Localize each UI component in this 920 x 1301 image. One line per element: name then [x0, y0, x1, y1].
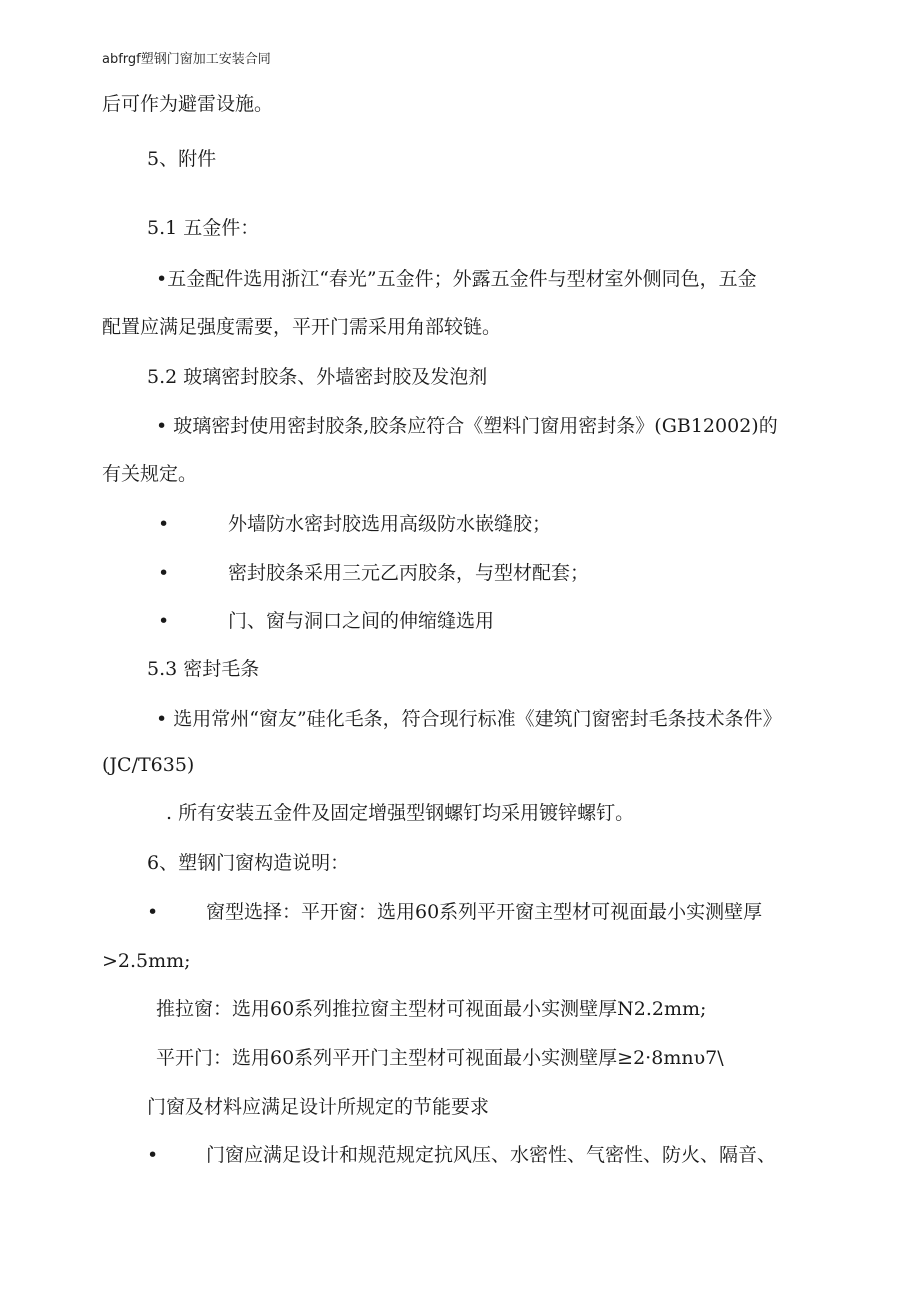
bullet-item: 密封胶条采用三元乙丙胶条，与型材配套；	[228, 562, 590, 584]
text-line: 有关规定。	[102, 463, 198, 485]
section-heading: 5、附件	[147, 148, 217, 170]
text-line: 平开门：选用60系列平开门主型材可视面最小实测壁厚≥2·8mnυ7\	[156, 1047, 724, 1069]
bullet-marker: •	[147, 901, 159, 923]
text-line: • 选用常州“窗友”硅化毛条，符合现行标准《建筑门窗密封毛条技术条件》	[156, 708, 782, 730]
bullet-item: 门窗应满足设计和规范规定抗风压、水密性、气密性、防火、隔音、	[206, 1144, 777, 1166]
bullet-item: 门、窗与洞口之间的伸缩缝选用	[228, 610, 495, 632]
section-heading: 6、塑钢门窗构造说明：	[147, 852, 350, 874]
subsection-heading: 5.1 五金件：	[147, 217, 260, 239]
text-line: . 所有安装五金件及固定增强型钢螺钉均采用镀锌螺钉。	[166, 802, 635, 824]
text-line: 配置应满足强度需要，平开门需采用角部较链。	[102, 316, 502, 338]
bullet-marker: •	[158, 562, 170, 584]
bullet-item: 窗型选择：平开窗：选用60系列平开窗主型材可视面最小实测壁厚	[206, 901, 763, 923]
bullet-marker: •	[147, 1144, 159, 1166]
text-line: •五金配件选用浙江“春光”五金件；外露五金件与型材室外侧同色，五金	[156, 268, 757, 290]
bullet-marker: •	[158, 610, 170, 632]
page-header: abfrgf塑钢门窗加工安装合同	[102, 52, 271, 67]
bullet-marker: •	[158, 513, 170, 535]
text-line: 门窗及材料应满足设计所规定的节能要求	[147, 1096, 490, 1118]
text-line: 推拉窗：选用60系列推拉窗主型材可视面最小实测壁厚N2.2mm;	[156, 998, 707, 1020]
text-line: >2.5mm;	[102, 950, 191, 972]
subsection-heading: 5.2 玻璃密封胶条、外墙密封胶及发泡剂	[147, 366, 488, 388]
text-line: (JC/T635)	[102, 754, 195, 776]
bullet-item: 外墙防水密封胶选用高级防水嵌缝胶；	[228, 513, 552, 535]
text-line: 后可作为避雷设施。	[102, 93, 274, 115]
text-line: • 玻璃密封使用密封胶条,胶条应符合《塑料门窗用密封条》(GB12002)的	[156, 415, 778, 437]
subsection-heading: 5.3 密封毛条	[147, 658, 260, 680]
